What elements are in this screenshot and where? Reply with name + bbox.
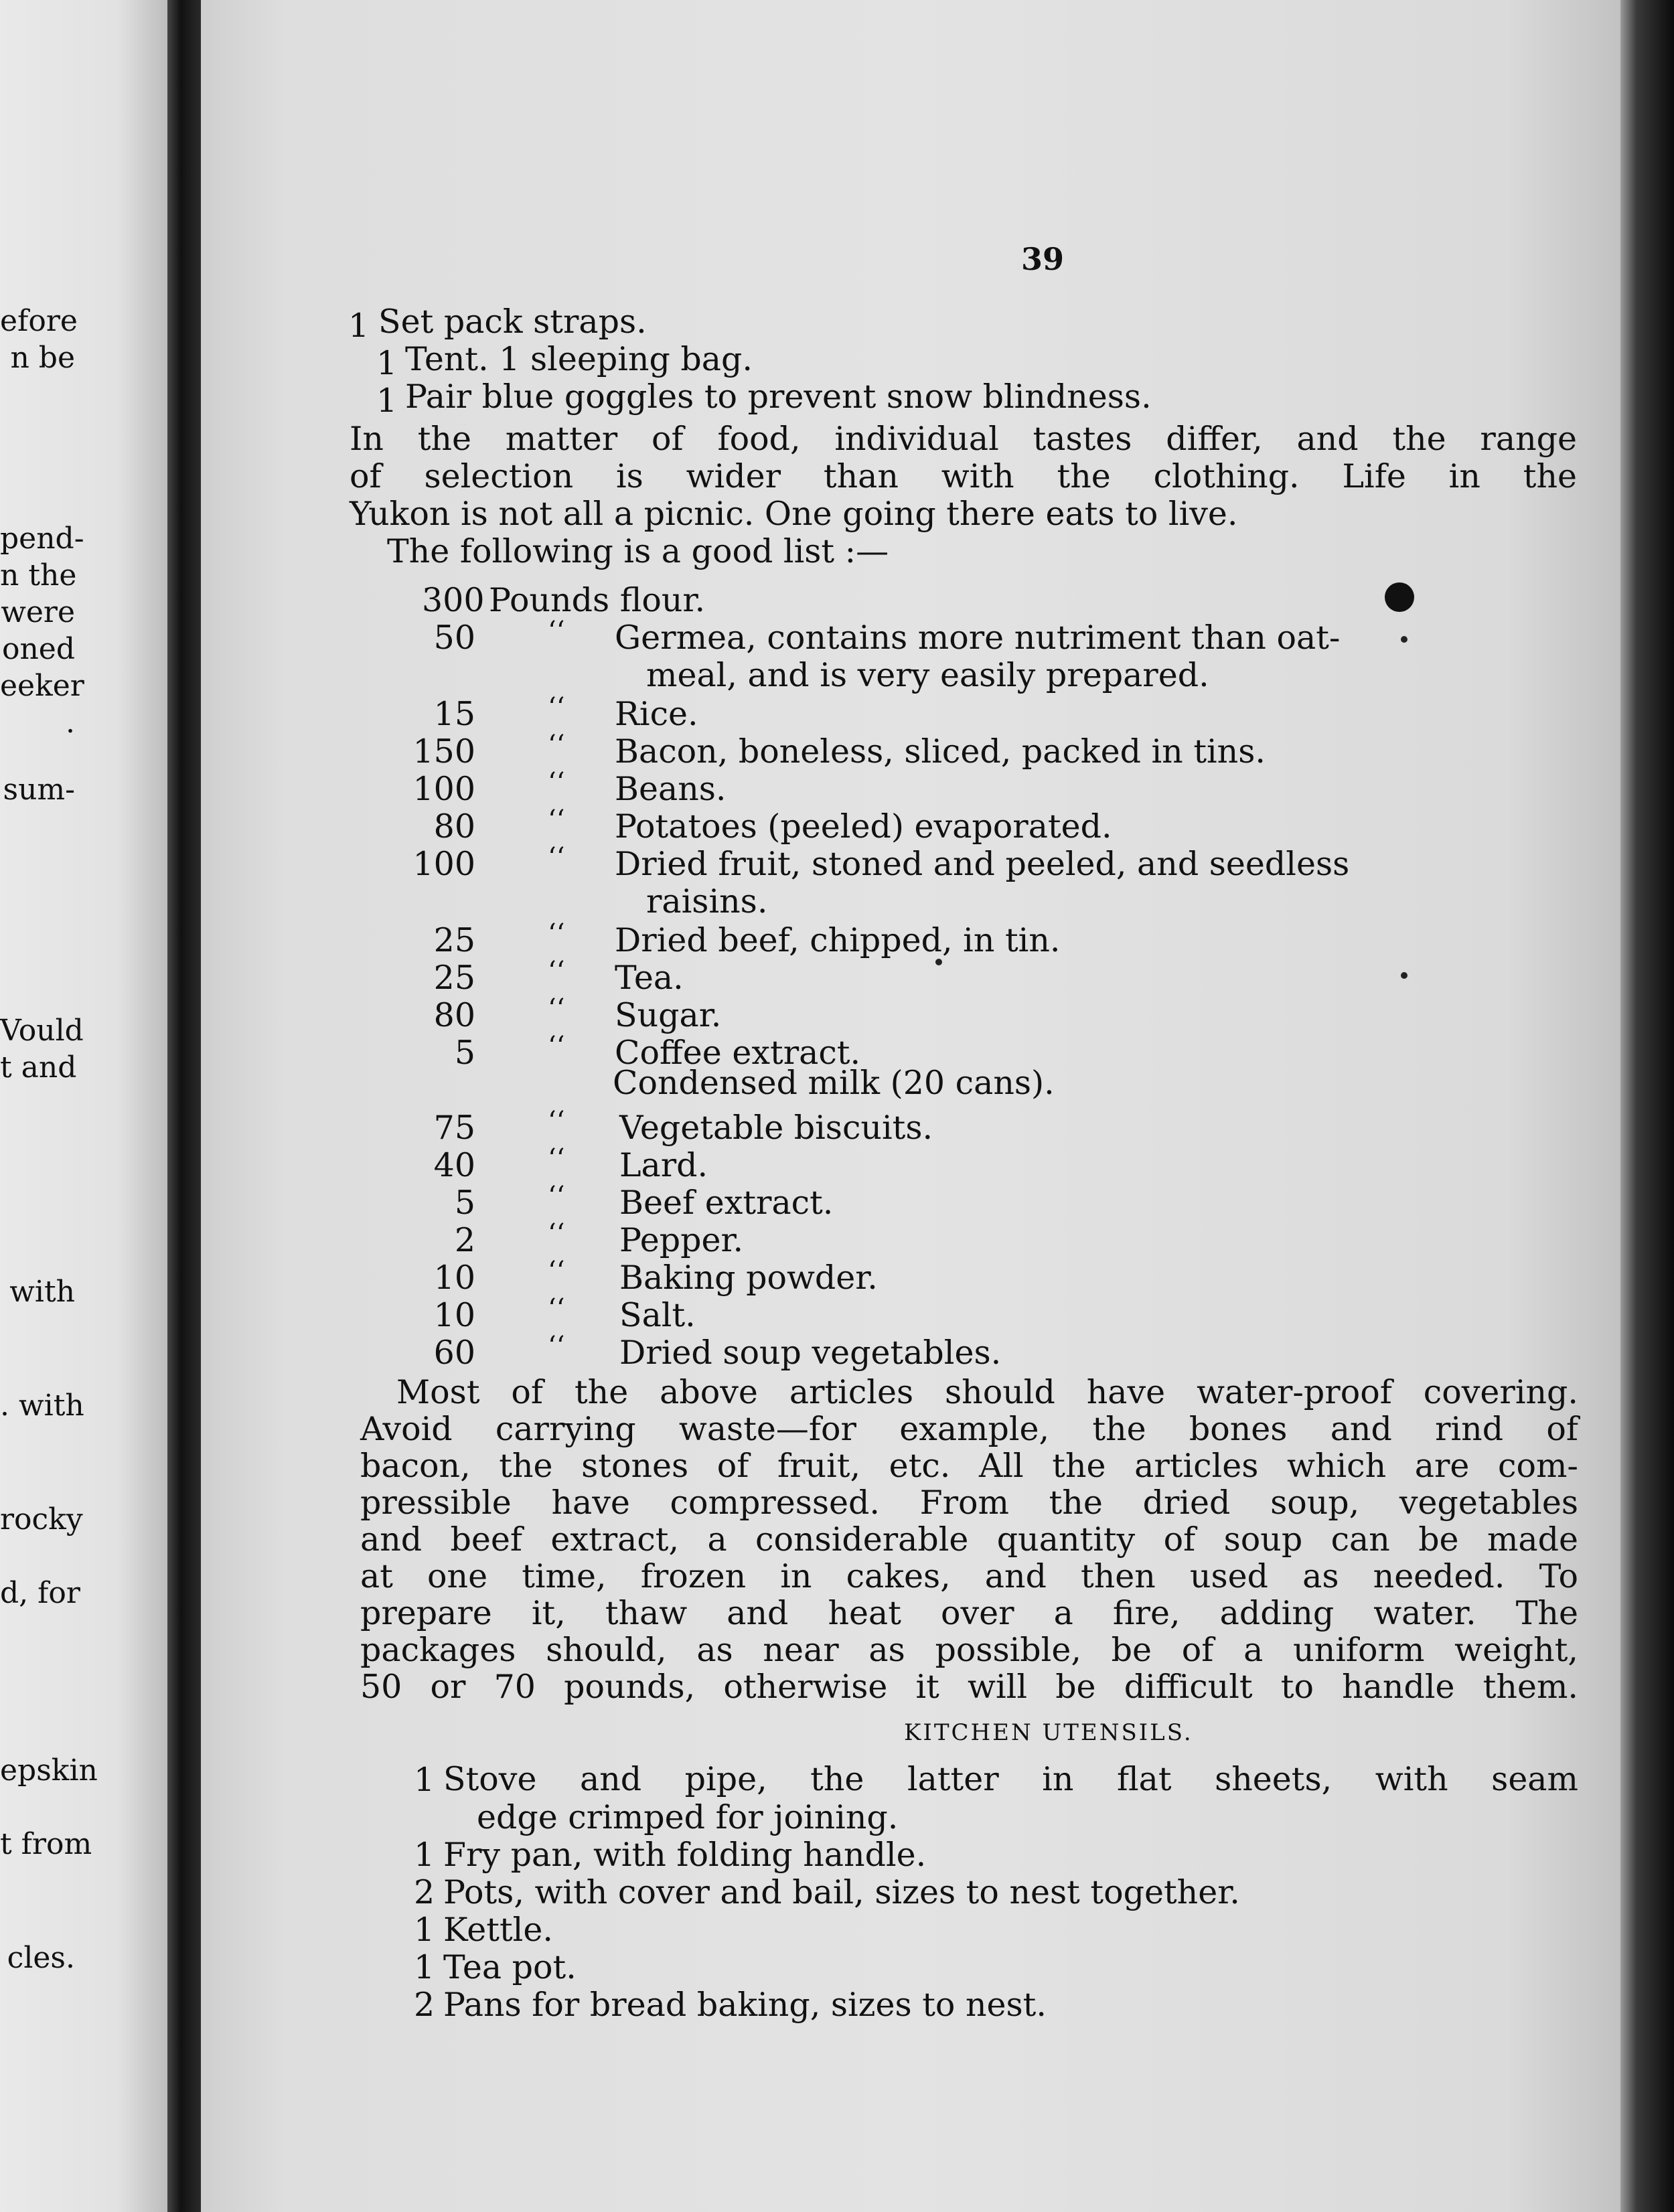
- left-page-text-fragment: cles.: [7, 1941, 75, 1975]
- paragraph-line: of selection is wider than with the clothing. Life in the: [350, 457, 1577, 495]
- left-page-text-fragment: n the: [0, 558, 77, 592]
- food-item: Dried fruit, stoned and peeled, and seedless: [615, 845, 1350, 883]
- gear-qty: 1: [348, 307, 370, 345]
- food-item: Condensed milk (20 cans).: [613, 1064, 1055, 1102]
- left-page-text-fragment: n be: [10, 341, 75, 375]
- food-item: Pounds flour.: [489, 581, 706, 619]
- ditto-mark: ‘‘: [548, 1218, 565, 1249]
- paragraph-line: bacon, the stones of fruit, etc. All the articles which are com-: [360, 1447, 1578, 1485]
- gear-item: Pair blue goggles to prevent snow blindness.: [405, 378, 1152, 416]
- left-page-text-fragment: .: [66, 706, 75, 740]
- paragraph-line: Avoid carrying waste—for example, the bones and rind of: [360, 1410, 1578, 1448]
- food-item: Tea.: [615, 959, 684, 997]
- food-item-continuation: meal, and is very easily prepared.: [646, 656, 1209, 694]
- food-qty: 5: [454, 1184, 475, 1222]
- food-qty: 75: [433, 1109, 475, 1147]
- ditto-mark: ‘‘: [548, 730, 565, 761]
- section-heading: KITCHEN UTENSILS.: [904, 1719, 1193, 1746]
- ditto-mark: ‘‘: [548, 1293, 565, 1324]
- ditto-mark: ‘‘: [548, 994, 565, 1024]
- food-qty: 5: [454, 1034, 475, 1072]
- food-qty: 10: [433, 1259, 475, 1297]
- utensil-item: Stove and pipe, the latter in flat sheets, with seam: [443, 1760, 1578, 1798]
- utensil-qty: 1: [414, 1836, 435, 1874]
- food-qty: 60: [433, 1334, 475, 1372]
- utensil-item-continuation: edge crimped for joining.: [477, 1798, 899, 1836]
- ditto-mark: ‘‘: [548, 842, 565, 873]
- ditto-mark: ‘‘: [548, 1331, 565, 1362]
- food-qty: 25: [433, 921, 475, 959]
- food-qty: 80: [433, 996, 475, 1034]
- left-page-text-fragment: rocky: [0, 1502, 83, 1536]
- food-item: Dried soup vegetables.: [619, 1334, 1002, 1372]
- paragraph-line: and beef extract, a considerable quantity of soup can be made: [360, 1520, 1578, 1559]
- food-item: Pepper.: [619, 1221, 744, 1259]
- left-page-text-fragment: sum-: [3, 773, 75, 807]
- left-page-text-fragment: oned: [1, 632, 75, 666]
- ink-speck: [1401, 636, 1407, 643]
- book-page: [201, 0, 1620, 2212]
- left-page-text-fragment: epskin: [0, 1753, 98, 1788]
- ditto-mark: ‘‘: [548, 805, 565, 836]
- paragraph-line: packages should, as near as possible, be of a uniform weight,: [360, 1631, 1578, 1669]
- food-item: Beans.: [615, 770, 727, 808]
- food-item: Coffee extract.: [615, 1034, 861, 1072]
- paragraph-line: In the matter of food, individual tastes differ, and the range: [350, 420, 1577, 458]
- food-item: Sugar.: [615, 996, 722, 1034]
- ditto-mark: ‘‘: [548, 1031, 565, 1062]
- food-qty: 80: [433, 807, 475, 846]
- ink-speck: [935, 959, 942, 965]
- food-item: Bacon, boneless, sliced, packed in tins.: [615, 732, 1266, 771]
- food-item: Salt.: [619, 1296, 696, 1334]
- utensil-qty: 1: [414, 1911, 435, 1949]
- utensil-item: Fry pan, with folding handle.: [443, 1836, 927, 1874]
- paragraph-line: pressible have compressed. From the dried soup, vegetables: [360, 1484, 1578, 1522]
- left-page-text-fragment: pend-: [0, 522, 84, 556]
- paragraph-line: The following is a good list :—: [387, 532, 889, 570]
- paragraph-line: prepare it, thaw and heat over a fire, adding water. The: [360, 1594, 1578, 1632]
- food-qty: 300: [422, 581, 485, 619]
- food-qty: 150: [412, 732, 475, 771]
- food-item: Potatoes (peeled) evaporated.: [615, 807, 1112, 846]
- left-page-text-fragment: . with: [0, 1389, 84, 1423]
- food-qty: 40: [433, 1146, 475, 1184]
- food-qty: 15: [433, 695, 475, 733]
- utensil-item: Tea pot.: [443, 1948, 577, 1986]
- utensil-qty: 2: [414, 1986, 435, 2024]
- utensil-item: Kettle.: [443, 1911, 553, 1949]
- ditto-mark: ‘‘: [548, 1256, 565, 1287]
- gear-item: Tent. 1 sleeping bag.: [405, 340, 753, 378]
- utensil-qty: 1: [414, 1948, 435, 1986]
- left-page-text-fragment: were: [1, 595, 75, 629]
- utensil-item: Pans for bread baking, sizes to nest.: [443, 1986, 1047, 2024]
- food-qty: 100: [412, 845, 475, 883]
- food-item: Lard.: [619, 1146, 708, 1184]
- food-item-continuation: raisins.: [646, 882, 768, 921]
- left-page-text-fragment: t and: [0, 1050, 77, 1085]
- utensil-item: Pots, with cover and bail, sizes to nest together.: [443, 1873, 1240, 1911]
- food-item: Beef extract.: [619, 1184, 834, 1222]
- gear-qty: 1: [376, 344, 398, 382]
- ink-blot: [1385, 582, 1414, 612]
- ditto-mark: ‘‘: [548, 956, 565, 987]
- left-page-text-fragment: with: [9, 1275, 75, 1309]
- ink-speck: [1401, 972, 1407, 979]
- food-qty: 50: [433, 619, 475, 657]
- food-qty: 2: [454, 1221, 475, 1259]
- left-page-text-fragment: efore: [0, 304, 78, 338]
- paragraph-line: Most of the above articles should have water-proof covering.: [396, 1373, 1578, 1411]
- food-item: Vegetable biscuits.: [619, 1109, 933, 1147]
- page-number: 39: [1021, 241, 1065, 277]
- gear-item: Set pack straps.: [378, 303, 647, 341]
- utensil-qty: 2: [414, 1873, 435, 1911]
- food-qty: 100: [412, 770, 475, 808]
- ditto-mark: ‘‘: [548, 1143, 565, 1174]
- ditto-mark: ‘‘: [548, 1106, 565, 1137]
- left-facing-page: [0, 0, 167, 2212]
- ditto-mark: ‘‘: [548, 767, 565, 798]
- left-page-text-fragment: eeker: [0, 669, 84, 703]
- ditto-mark: ‘‘: [548, 919, 565, 949]
- ditto-mark: ‘‘: [548, 616, 565, 647]
- utensil-qty: 1: [414, 1761, 435, 1799]
- book-gutter: [167, 0, 201, 2212]
- left-page-text-fragment: d, for: [0, 1576, 80, 1610]
- food-item: Rice.: [615, 695, 698, 733]
- gear-qty: 1: [376, 382, 398, 420]
- paragraph-line: 50 or 70 pounds, otherwise it will be difficult to handle them.: [360, 1668, 1578, 1706]
- paragraph-line: at one time, frozen in cakes, and then used as needed. To: [360, 1557, 1578, 1595]
- food-qty: 10: [433, 1296, 475, 1334]
- food-item: Baking powder.: [619, 1259, 878, 1297]
- food-qty: 25: [433, 959, 475, 997]
- left-page-text-fragment: Vould: [0, 1014, 84, 1048]
- ditto-mark: ‘‘: [548, 1181, 565, 1212]
- food-item: Germea, contains more nutriment than oat-: [615, 619, 1341, 657]
- paragraph-line: Yukon is not all a picnic. One going there eats to live.: [350, 495, 1238, 533]
- food-item: Dried beef, chipped, in tin.: [615, 921, 1061, 959]
- page-edge: [1620, 0, 1674, 2212]
- ditto-mark: ‘‘: [548, 692, 565, 723]
- left-page-text-fragment: t from: [0, 1827, 92, 1861]
